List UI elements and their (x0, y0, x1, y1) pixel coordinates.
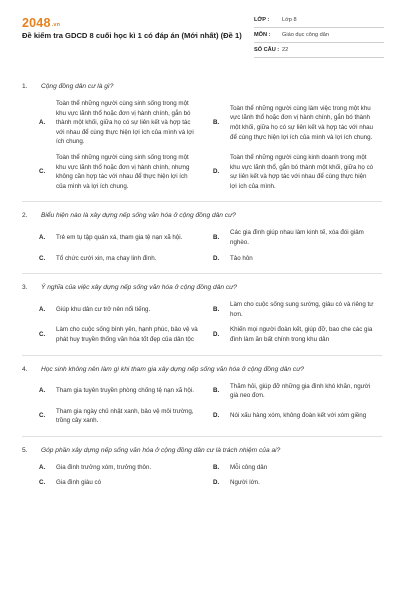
question-number: 3. (22, 284, 28, 292)
meta-key: LỚP : (254, 17, 270, 23)
logo-suffix: .vn (51, 22, 61, 28)
meta-value: Giáo dục công dân (282, 32, 329, 38)
option-letter: A. (39, 234, 46, 242)
option-c[interactable] (22, 153, 207, 191)
option-d[interactable] (207, 325, 382, 344)
options-grid (22, 300, 382, 344)
question-prompt: Học sinh không nên làm gì khi tham gia xây dựng nếp sống văn hóa ở cộng đồng dân cư? (41, 365, 305, 373)
option-b[interactable] (207, 300, 382, 319)
option-letter: A. (39, 119, 46, 127)
divider (22, 201, 382, 202)
option-letter: B. (213, 234, 220, 242)
option-text: Tham gia ngày chủ nhật xanh, bảo vệ môi trường, trồng cây xanh. (56, 407, 194, 425)
option-b[interactable] (207, 382, 382, 401)
question-prompt: Biểu hiện nào là xây dựng nếp sống văn hóa ở cộng đồng dân cư? (41, 212, 236, 220)
meta-row-class (254, 13, 384, 28)
options-grid (22, 463, 382, 488)
option-d[interactable] (207, 254, 382, 264)
meta-value: Lớp 8 (282, 17, 297, 23)
option-d[interactable] (207, 153, 382, 191)
question-text (22, 211, 382, 220)
option-letter: A. (39, 463, 46, 471)
document-title: Đề kiểm tra GDCD 8 cuối học kì 1 có đáp án (Mới nhất) (Đề 1) (22, 31, 242, 40)
option-a[interactable] (22, 300, 207, 319)
question-number: 1. (22, 83, 28, 90)
question-number: 5. (22, 446, 28, 454)
option-text: Toàn thể những người cùng làm việc trong một khu vực lãnh thổ hoặc đơn vị hành chính, gắn bó thành một khối, giữa họ có sự liên kết và hợp tác với nhau để cùng thực hiện lợi ích của mình và lợi ích chung. (230, 104, 373, 141)
option-text: Mỗi công dân (230, 463, 268, 471)
question-text (22, 446, 382, 455)
option-text: Toàn thể những người cùng sinh sống trong một khu vực lãnh thổ hoặc đơn vị hành chính, nhưng không cần hợp tác với nhau để thực hiện lợi ích của mình và lợi ích chung. (56, 153, 190, 190)
option-text: Tảo hôn (230, 254, 253, 262)
meta-key: SỐ CÂU : (254, 47, 280, 53)
option-letter: D. (213, 168, 220, 176)
question-prompt: Ý nghĩa của việc xây dựng nếp sống văn hóa ở cộng đồng dân cư? (41, 284, 238, 292)
options-grid (22, 382, 382, 426)
question-list (22, 82, 382, 498)
meta-key: MÔN : (254, 32, 271, 38)
option-letter: B. (213, 463, 220, 471)
divider (22, 355, 382, 356)
option-c[interactable] (22, 325, 207, 344)
option-b[interactable] (207, 463, 382, 473)
question-5 (22, 446, 382, 488)
question-4 (22, 365, 382, 426)
option-text: Gia đình trưởng xóm, trưởng thôn. (56, 463, 152, 471)
question-prompt: Góp phần xây dựng nếp sống văn hóa ở cộng đồng dân cư là trách nhiệm của ai? (41, 446, 281, 454)
option-c[interactable] (22, 254, 207, 264)
option-text: Gia đình giàu có (56, 479, 102, 487)
option-a[interactable] (22, 228, 207, 247)
option-letter: B. (213, 119, 220, 127)
option-a[interactable] (22, 382, 207, 401)
option-text: Nói xấu hàng xóm, không đoàn kết với xóm giềng (230, 412, 367, 420)
option-letter: C. (39, 479, 46, 487)
question-text (22, 82, 382, 91)
site-logo[interactable] (22, 16, 60, 30)
question-number: 4. (22, 365, 28, 373)
option-text: Tổ chức cưới xin, ma chay linh đình. (56, 254, 157, 262)
page-header (0, 0, 400, 60)
logo-text: 2048 (22, 16, 51, 30)
option-letter: D. (213, 479, 220, 487)
option-text: Tham gia tuyên truyền phòng chống tệ nạn xã hội. (56, 387, 194, 395)
option-text: Khiến mọi người đoàn kết, giúp đỡ, bao che các gia đình làm ăn bất chính trong khu dân (230, 326, 373, 343)
option-text: Người lớn. (230, 479, 260, 487)
question-prompt: Cộng đồng dân cư là gì? (41, 83, 114, 90)
option-text: Toàn thể những người cùng sinh sống trong một khu vực lãnh thổ hoặc đơn vị hành chính, gắn bó thành một khối, giữa họ có sự liên kết và hợp tác với nhau để cùng thực hiện lợi ích của mình và lợi ích chung. (56, 100, 194, 146)
option-b[interactable] (207, 228, 382, 247)
option-text: Giúp khu dân cư trở nên nổi tiếng. (56, 305, 151, 313)
option-letter: D. (213, 412, 220, 420)
meta-value: 22 (282, 47, 289, 53)
option-letter: C. (39, 254, 46, 262)
options-grid (22, 228, 382, 263)
meta-row-subject (254, 28, 384, 43)
meta-table (254, 13, 384, 58)
option-letter: A. (39, 305, 46, 313)
divider (22, 273, 382, 274)
option-letter: B. (213, 305, 220, 313)
option-letter: D. (213, 254, 220, 262)
option-letter: C. (39, 168, 46, 176)
option-c[interactable] (22, 407, 207, 426)
option-c[interactable] (22, 478, 207, 488)
question-number: 2. (22, 212, 28, 220)
option-letter: D. (213, 331, 220, 339)
option-text: Toàn thể những người cùng kinh doanh trong một khu vực lãnh thổ, gắn bó thành một khối, giữa họ có sự liên kết và hợp tác với nhau để cùng thực hiện lợi ích của mình. (230, 153, 374, 190)
option-letter: C. (39, 331, 46, 339)
option-text: Trẻ em tụ tập quán xá, tham gia tệ nạn xã hội. (56, 234, 183, 242)
option-d[interactable] (207, 478, 382, 488)
question-2 (22, 211, 382, 263)
option-a[interactable] (22, 463, 207, 473)
question-text (22, 283, 382, 292)
option-letter: A. (39, 387, 46, 395)
option-d[interactable] (207, 407, 382, 426)
question-1 (22, 82, 382, 191)
option-letter: C. (39, 412, 46, 420)
divider (22, 436, 382, 437)
options-grid (22, 99, 382, 191)
option-text: Làm cho cuộc sống sung sướng, giàu có và riêng tư hơn. (230, 301, 374, 318)
meta-row-count (254, 43, 384, 58)
option-text: Các gia đình giúp nhau làm kinh tế, xóa đói giảm nghèo. (230, 229, 364, 246)
option-text: Làm cho cuộc sống bình yên, hạnh phúc, bảo vệ và phát huy truyền thống văn hóa tốt đẹp của dân tộc (56, 326, 198, 343)
option-letter: B. (213, 387, 220, 395)
option-a[interactable] (22, 99, 207, 147)
option-text: Thăm hỏi, giúp đỡ những gia đình khó khăn, người già neo đơn. (230, 382, 371, 400)
option-b[interactable] (207, 99, 382, 147)
question-3 (22, 283, 382, 344)
question-text (22, 365, 382, 374)
